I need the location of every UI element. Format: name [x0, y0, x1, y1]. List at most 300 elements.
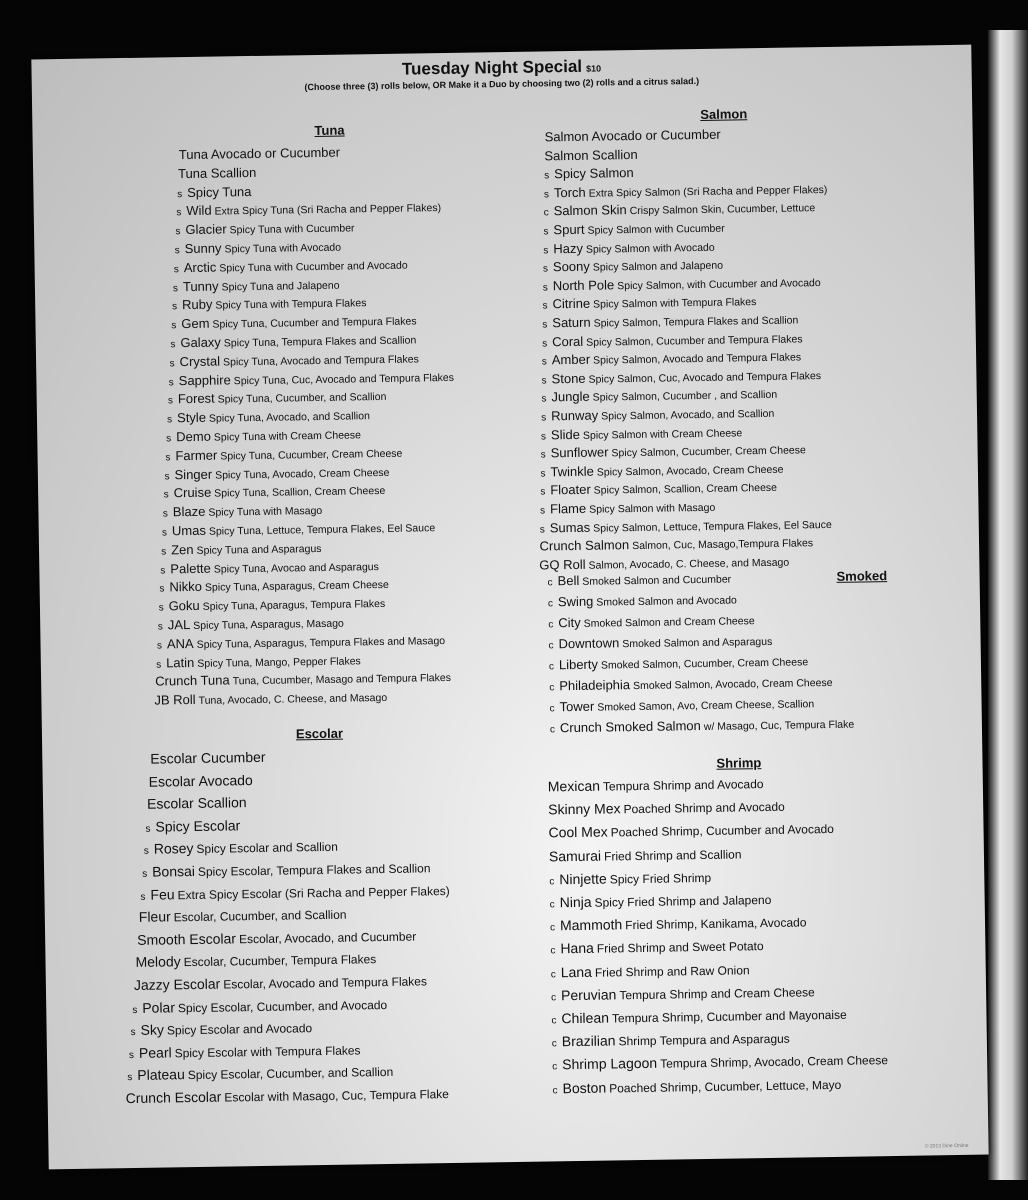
item-name: Crystal [179, 353, 221, 369]
tuna-menu-item [174, 256, 408, 276]
escolar-menu-item [149, 773, 253, 791]
item-name: Soony [552, 258, 590, 275]
salmon-menu-item [539, 534, 813, 554]
item-name: Demo [176, 428, 211, 445]
item-type-marker: s [542, 282, 548, 294]
item-name: JAL [167, 617, 191, 633]
tuna-menu-item [163, 502, 323, 521]
item-name: Floater [550, 482, 591, 498]
item-description: Spicy Escolar, Cucumber, and Scallion [187, 1065, 394, 1083]
item-name: Ruby [181, 297, 213, 313]
tuna-menu-item [158, 615, 344, 634]
item-name: Mammoth [559, 916, 623, 934]
salmon-menu-item [541, 405, 774, 425]
item-type-marker: s [159, 583, 165, 595]
escolar-menu-item [132, 997, 387, 1017]
item-name: Spicy Tuna [187, 183, 252, 200]
shrimp-menu-item [550, 938, 763, 957]
item-type-marker: s [177, 188, 183, 200]
tuna-menu-item [161, 540, 322, 559]
item-name: Stone [551, 370, 586, 387]
tuna-menu-item [166, 426, 361, 445]
salmon-menu-item [540, 479, 777, 499]
item-name: Salmon Skin [553, 202, 627, 219]
item-description: Fried Shrimp and Raw Onion [594, 962, 750, 980]
item-type-marker: c [551, 1015, 557, 1027]
item-type-marker: c [549, 703, 555, 715]
salmon-menu-item [540, 516, 832, 537]
escolar-section-heading: Escolar [295, 725, 344, 742]
menu-price: $10 [586, 63, 602, 74]
item-description: Spicy Tuna, Cucumber, Cream Cheese [220, 447, 403, 463]
item-type-marker: s [162, 508, 168, 520]
tuna-menu-item [162, 519, 435, 539]
item-type-marker: s [156, 640, 163, 652]
item-description: Spicy Salmon with Masago [589, 501, 716, 516]
menu-header [31, 51, 971, 97]
item-name: Torch [553, 184, 586, 201]
item-type-marker: s [173, 263, 179, 276]
item-name: City [558, 614, 581, 631]
item-type-marker: c [549, 899, 555, 911]
item-type-marker: s [542, 337, 548, 350]
item-type-marker: c [549, 876, 555, 888]
shrimp-menu-item [552, 1031, 790, 1051]
item-name: Fleur [138, 908, 171, 926]
item-name: Amber [551, 351, 591, 368]
salmon-menu-item [542, 349, 802, 369]
escolar-menu-item [126, 1086, 449, 1107]
item-type-marker: s [540, 449, 546, 461]
tuna-menu-item [159, 576, 389, 596]
item-name: Glacier [185, 221, 227, 238]
tuna-menu-item [173, 276, 340, 295]
item-description: Smoked Salmon and Cream Cheese [583, 615, 755, 630]
item-description: Spicy Tuna with Masago [208, 505, 323, 519]
smoked-menu-item [549, 695, 814, 715]
tuna-menu-item [175, 239, 342, 258]
item-type-marker: c [548, 640, 554, 652]
shrimp-menu-item [548, 776, 764, 795]
tuna-menu-item [169, 350, 418, 370]
item-type-marker: c [549, 724, 556, 736]
item-description: Spicy Tuna, Avocado, Cream Cheese [215, 466, 390, 482]
item-name: Flame [549, 500, 587, 517]
item-name: Plateau [137, 1066, 185, 1084]
item-description: Spicy Salmon, Cuc, Avocado and Tempura Flakes [588, 369, 822, 386]
item-name: Spurt [553, 221, 585, 238]
item-name: Crunch Tuna [155, 672, 230, 689]
item-name: Palette [170, 560, 211, 576]
item-description: Spicy Tuna and Jalapeno [221, 279, 340, 294]
item-description: Spicy Tuna, Avocado, and Scallion [208, 410, 371, 425]
item-name: Rosey [153, 840, 194, 858]
salmon-menu-item [542, 330, 803, 350]
salmon-menu-item [541, 386, 777, 406]
item-description: Tempura Shrimp and Avocado [602, 777, 764, 794]
item-type-marker: s [174, 245, 180, 257]
item-description: Spicy Tuna with Avocado [224, 241, 342, 256]
escolar-menu-item [137, 928, 416, 948]
salmon-menu-item [540, 499, 715, 518]
item-type-marker: s [541, 356, 547, 368]
item-type-marker: s [160, 565, 166, 577]
tuna-menu-item [160, 558, 379, 577]
item-type-marker: s [543, 226, 549, 238]
tuna-menu-item [164, 482, 386, 501]
item-name: Goku [168, 598, 200, 614]
salmon-menu-item [545, 127, 721, 146]
tuna-menu-item [168, 388, 387, 407]
item-description: Spicy Tuna, Cucumber, and Scallion [217, 391, 387, 406]
item-type-marker: s [130, 1027, 136, 1039]
item-description: Escolar, Avocado and Tempura Flakes [223, 974, 428, 992]
item-name: Umas [171, 522, 207, 539]
item-name: Melody [135, 953, 181, 971]
salmon-menu-item [544, 165, 634, 182]
item-description: Spicy Salmon, Cucumber, Cream Cheese [611, 444, 806, 460]
item-name: Skinny Mex [548, 800, 621, 818]
item-description: Poached Shrimp, Cucumber, Lettuce, Mayo [609, 1077, 842, 1096]
item-name: Salmon Scallion [544, 146, 638, 163]
item-description: Extra Spicy Salmon (Sri Racha and Pepper Flakes) [588, 183, 828, 200]
escolar-menu-item [139, 907, 347, 926]
item-name: Jazzy Escolar [133, 975, 221, 993]
item-type-marker: s [164, 470, 170, 483]
salmon-menu-item [542, 293, 756, 312]
item-description: Spicy Escolar with Tempura Flakes [174, 1043, 361, 1061]
item-description: Spicy Tuna with Tempura Flakes [215, 297, 367, 312]
item-type-marker: s [541, 375, 547, 387]
salmon-section-heading: Salmon [700, 106, 748, 122]
item-description: Spicy Salmon, Lettuce, Tempura Flakes, Eel Sauce [593, 518, 832, 535]
item-type-marker: s [127, 1072, 133, 1084]
item-name: Sunny [184, 240, 222, 257]
item-description: Spicy Salmon, with Cucumber and Avocado [617, 276, 821, 293]
item-type-marker: s [544, 170, 550, 182]
item-name: Liberty [558, 656, 599, 673]
item-type-marker: s [169, 358, 175, 370]
item-description: Spicy Tuna, Cuc, Avocado and Tempura Flakes [233, 371, 455, 387]
shrimp-menu-item [549, 846, 742, 865]
item-type-marker: s [540, 468, 546, 480]
escolar-menu-item [129, 1042, 361, 1062]
shrimp-section-heading: Shrimp [716, 755, 762, 771]
tuna-menu-item [154, 689, 387, 709]
smoked-menu-item [549, 653, 808, 673]
escolar-menu-item [142, 860, 431, 881]
item-description: Spicy Salmon, Avocado, and Scallion [601, 407, 775, 423]
item-type-marker: s [140, 891, 146, 903]
item-description: Tempura Shrimp and Cream Cheese [619, 985, 815, 1003]
item-name: Nikko [169, 579, 203, 595]
item-name: Escolar Avocado [148, 771, 253, 790]
item-name: Singer [174, 466, 213, 482]
shrimp-menu-item [552, 1076, 841, 1097]
item-name: Style [176, 409, 207, 426]
item-description: Spicy Escolar and Avocado [166, 1021, 313, 1038]
item-name: Pearl [138, 1044, 172, 1061]
tuna-menu-item [177, 184, 252, 201]
salmon-menu-item [544, 200, 816, 220]
item-name: Ninjette [559, 870, 607, 888]
adjacent-menu-page-edge [988, 30, 1028, 1180]
item-type-marker: c [547, 577, 553, 589]
item-description: Smoked Salmon, Cucumber, Cream Cheese [600, 656, 809, 672]
item-description: Tuna, Avocado, C. Cheese, and Masago [198, 692, 388, 708]
item-name: Hana [560, 940, 594, 957]
item-type-marker: s [170, 339, 176, 351]
item-description: Spicy Salmon and Jalapeno [592, 259, 724, 274]
item-name: Saturn [552, 314, 591, 331]
item-type-marker: s [540, 431, 547, 443]
item-description: Spicy Salmon with Cucumber [587, 222, 725, 237]
item-type-marker: s [166, 433, 172, 445]
salmon-menu-item [541, 424, 742, 443]
smoked-menu-item [548, 633, 772, 653]
item-description: Spicy Tuna, Avocado and Tempura Flakes [222, 353, 419, 369]
item-description: Spicy Salmon, Avocado, Cream Cheese [596, 463, 784, 479]
item-type-marker: c [547, 598, 554, 610]
item-type-marker: s [171, 320, 177, 332]
item-type-marker: c [550, 968, 556, 980]
item-name: Bonsai [151, 862, 196, 880]
item-description: Spicy Salmon, Avocado and Tempura Flakes [593, 351, 802, 367]
salmon-menu-item [542, 311, 798, 331]
item-name: Crunch Smoked Salmon [559, 718, 701, 736]
item-name: Galaxy [180, 334, 221, 351]
item-name: Spicy Salmon [554, 165, 634, 182]
item-type-marker: s [172, 301, 178, 313]
item-name: Samurai [548, 847, 602, 865]
item-name: Brazilian [561, 1032, 616, 1050]
smoked-menu-item [547, 571, 731, 590]
item-description: Escolar with Masago, Cuc, Tempura Flake [224, 1087, 450, 1105]
salmon-menu-item [539, 553, 789, 573]
item-type-marker: s [167, 395, 173, 407]
item-type-marker: s [176, 207, 182, 219]
item-description: Smoked Salmon and Cucumber [582, 573, 732, 588]
item-name: Bell [557, 572, 580, 589]
item-type-marker: c [549, 682, 555, 694]
item-description: Smoked Salmon, Avocado, Cream Cheese [633, 676, 833, 693]
item-name: Spicy Escolar [155, 817, 241, 835]
item-type-marker: s [161, 527, 168, 539]
item-name: Coral [552, 333, 584, 349]
item-description: Extra Spicy Tuna (Sri Racha and Pepper Flakes) [214, 202, 442, 218]
escolar-menu-item [130, 1020, 312, 1039]
item-name: Smooth Escolar [137, 930, 237, 948]
tuna-menu-item [169, 368, 455, 388]
tuna-menu-item [155, 669, 451, 690]
item-description: Spicy Salmon with Cream Cheese [582, 426, 743, 442]
salmon-menu-item [541, 367, 821, 387]
item-type-marker: s [163, 489, 169, 501]
item-type-marker: s [157, 621, 163, 633]
item-description: Spicy Fried Shrimp [609, 870, 712, 887]
item-description: Fried Shrimp and Sweet Potato [596, 939, 764, 957]
item-type-marker: s [543, 189, 550, 201]
item-type-marker: s [542, 263, 549, 275]
item-name: Salmon Avocado or Cucumber [544, 126, 721, 145]
item-name: Tunny [182, 278, 219, 294]
menu-sheet [31, 45, 988, 1170]
item-description: Spicy Escolar and Scallion [196, 840, 338, 857]
item-type-marker: c [550, 945, 556, 957]
salmon-menu-item [541, 442, 806, 462]
item-type-marker: c [543, 207, 549, 219]
item-description: Spicy Tuna, Cucumber and Tempura Flakes [212, 315, 417, 331]
item-description: Smoked Salmon and Avocado [596, 594, 737, 609]
tuna-menu-item [179, 145, 340, 164]
item-name: Farmer [175, 447, 218, 464]
item-description: Escolar, Avocado, and Cucumber [238, 929, 417, 947]
item-description: Spicy Tuna with Cream Cheese [213, 429, 362, 444]
smoked-menu-item [550, 716, 854, 737]
item-type-marker: s [143, 846, 149, 858]
escolar-menu-item [135, 952, 376, 972]
item-name: Runway [551, 407, 599, 424]
item-name: Sky [140, 1021, 165, 1039]
tuna-menu-item [164, 463, 389, 483]
tuna-menu-item [175, 220, 354, 239]
item-name: Chilean [561, 1009, 610, 1027]
item-name: Boston [562, 1079, 607, 1096]
item-description: Shrimp Tempura and Asparagus [618, 1031, 790, 1049]
tuna-menu-item [171, 313, 416, 333]
shrimp-menu-item [550, 915, 807, 935]
item-type-marker: s [172, 282, 179, 294]
shrimp-menu-item [550, 892, 772, 911]
item-name: Cool Mex [548, 823, 608, 841]
item-name: Blaze [172, 503, 206, 520]
item-name: Slide [550, 426, 581, 442]
shrimp-menu-item [549, 870, 711, 889]
item-name: Shrimp Lagoon [562, 1055, 658, 1073]
item-name: North Pole [552, 277, 615, 294]
smoked-section-heading: Smoked [836, 568, 888, 584]
tuna-section-heading: Tuna [314, 122, 345, 139]
item-description: Spicy Tuna, Mango, Pepper Flakes [197, 654, 361, 670]
item-type-marker: s [175, 226, 181, 238]
item-name: Mexican [547, 777, 601, 795]
item-name: Polar [142, 998, 176, 1016]
shrimp-menu-item [551, 984, 815, 1004]
item-name: Hazy [553, 240, 584, 256]
tuna-menu-item [176, 199, 441, 219]
item-type-marker: c [552, 1084, 558, 1096]
item-description: Spicy Tuna with Cucumber and Avocado [219, 259, 408, 275]
footer-note: © 2013 Dine Online [924, 1142, 969, 1150]
item-description: Spicy Tuna, Scallion, Cream Cheese [214, 485, 386, 501]
item-type-marker: c [548, 619, 554, 631]
item-name: Swing [557, 593, 594, 610]
item-description: Crispy Salmon Skin, Cucumber, Lettuce [629, 202, 816, 218]
shrimp-menu-item [548, 821, 834, 841]
item-type-marker: s [543, 244, 549, 257]
item-description: Poached Shrimp, Cucumber and Avocado [610, 822, 835, 840]
salmon-menu-item [543, 274, 821, 294]
item-type-marker: c [551, 1038, 557, 1050]
item-type-marker: c [551, 992, 557, 1004]
tuna-menu-item [157, 632, 445, 653]
item-description: Spicy Salmon, Cucumber and Tempura Flakes [586, 332, 803, 349]
item-description: Spicy Fried Shrimp and Jalapeno [594, 892, 772, 910]
item-description: Spicy Salmon, Scallion, Cream Cheese [593, 482, 778, 498]
salmon-menu-item [540, 460, 783, 480]
item-description: Spicy Salmon with Tempura Flakes [593, 296, 757, 312]
item-type-marker: s [539, 524, 545, 536]
item-name: Cruise [173, 485, 212, 501]
item-type-marker: s [541, 393, 547, 405]
item-type-marker: s [142, 868, 148, 880]
item-name: Escolar Cucumber [150, 748, 266, 767]
item-type-marker: s [128, 1049, 135, 1061]
item-type-marker: s [158, 602, 164, 614]
item-description: Spicy Salmon, Cucumber , and Scallion [592, 389, 778, 405]
item-name: Twinkle [550, 463, 594, 480]
item-type-marker: c [548, 661, 555, 673]
item-name: Citrine [552, 296, 591, 312]
item-type-marker: s [161, 546, 167, 558]
item-type-marker: s [541, 412, 547, 424]
item-name: Sapphire [178, 371, 231, 388]
item-description: Spicy Salmon, Tempura Flakes and Scallion [593, 314, 799, 330]
menu-title: Tuesday Night Special [401, 56, 583, 79]
escolar-menu-item [150, 750, 265, 768]
item-name: Tower [559, 698, 595, 715]
salmon-menu-item [543, 238, 715, 257]
item-type-marker: s [156, 659, 162, 671]
item-name: Ninja [559, 893, 592, 911]
item-description: Spicy Tuna with Cucumber [229, 222, 355, 237]
item-description: Spicy Salmon with Avocado [585, 241, 715, 256]
item-name: Feu [150, 885, 175, 903]
item-type-marker: s [167, 414, 173, 426]
item-description: Spicy Tuna, Aparagus, Tempura Flakes [202, 598, 386, 614]
item-name: Philadeiphia [559, 677, 631, 694]
salmon-menu-item [543, 257, 723, 276]
item-description: Salmon, Avocado, C. Cheese, and Masago [588, 556, 790, 572]
escolar-menu-item [144, 839, 338, 858]
item-description: Spicy Escolar, Tempura Flakes and Scallion [197, 861, 431, 879]
tuna-menu-item [178, 165, 257, 182]
item-description: Fried Shrimp, Kanikama, Avocado [625, 915, 807, 933]
shrimp-menu-item [548, 799, 785, 819]
item-name: Tuna Scallion [177, 164, 257, 181]
escolar-menu-item [127, 1064, 393, 1084]
item-name: Tuna Avocado or Cucumber [178, 144, 341, 163]
item-description: Spicy Tuna, Avocao and Asparagus [213, 560, 379, 576]
escolar-menu-item [145, 818, 240, 835]
item-name: Gem [181, 315, 210, 332]
smoked-menu-item [548, 612, 755, 631]
item-name: Sunflower [550, 444, 609, 461]
salmon-menu-item [544, 181, 828, 201]
item-description: Escolar, Cucumber, Tempura Flakes [183, 952, 377, 970]
item-description: Spicy Tuna, Asparagus, Tempura Flakes and Masago [196, 634, 446, 651]
item-description: Spicy Tuna, Lettuce, Tempura Flakes, Eel Sauce [208, 522, 436, 538]
item-name: Latin [166, 654, 195, 671]
item-description: Poached Shrimp and Avocado [623, 799, 785, 817]
item-description: Extra Spicy Escolar (Sri Racha and Pepper Flakes) [177, 883, 450, 902]
item-description: Spicy Tuna and Asparagus [196, 542, 322, 557]
tuna-menu-item [170, 331, 416, 351]
item-type-marker: s [168, 376, 174, 388]
item-description: Salmon, Cuc, Masago,Tempura Flakes [632, 537, 814, 553]
item-name: Wild [186, 203, 212, 219]
escolar-menu-item [147, 795, 247, 813]
